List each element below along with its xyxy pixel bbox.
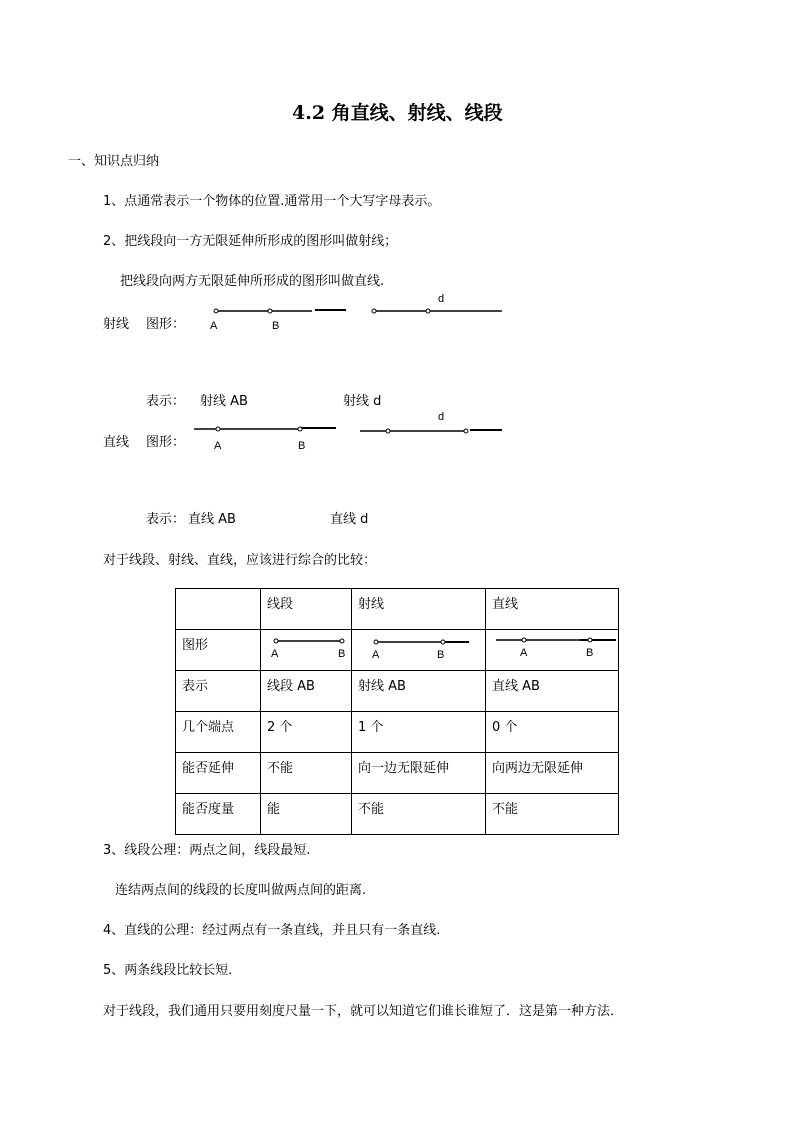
paragraph-1: 1、点通常表示一个物体的位置.通常用一个大写字母表示。 <box>103 194 441 209</box>
table-row <box>176 753 619 794</box>
table-cell: 不能 <box>486 794 619 835</box>
table-cell: 线段 AB <box>261 671 352 712</box>
line-table-point-a: A <box>520 647 528 659</box>
ray-figures <box>200 290 520 340</box>
section-heading: 一、知识点归纳 <box>68 154 160 169</box>
paragraph-3b: 连结两点间的线段的长度叫做两点间的距离. <box>115 883 367 898</box>
line-point-a-label: A <box>214 440 222 452</box>
table-cell: 能否延伸 <box>176 753 261 794</box>
line-table-figure <box>486 630 618 670</box>
line-notation-1: 直线 AB <box>188 512 236 527</box>
line-point-b <box>298 427 302 431</box>
ray-point-b <box>268 309 272 313</box>
line-figures <box>190 410 510 455</box>
ray-table-point-a: A <box>372 649 380 661</box>
line-d-point-1 <box>386 429 390 433</box>
table-header-cell: 线段 <box>261 589 352 630</box>
ray-d-start <box>372 309 376 313</box>
table-cell: 能否度量 <box>176 794 261 835</box>
ray-point-a <box>214 309 218 313</box>
line-point-d-label: d <box>438 411 445 423</box>
ray-table-point-b: B <box>437 649 445 661</box>
table-row <box>176 794 619 835</box>
table-cell: 表示 <box>176 671 261 712</box>
table-cell: 向两边无限延伸 <box>486 753 619 794</box>
table-cell: 直线 AB <box>486 671 619 712</box>
ray-notation-1: 射线 AB <box>200 394 248 409</box>
table-cell: 向一边无限延伸 <box>352 753 486 794</box>
line-figure-label: 图形： <box>146 435 186 450</box>
paragraph-2: 2、把线段向一方无限延伸所形成的图形叫做射线； <box>103 234 398 249</box>
table-row <box>176 671 619 712</box>
ray-notation-2: 射线 d <box>343 394 382 409</box>
comparison-table <box>175 588 619 835</box>
segment-point-b: B <box>338 648 346 660</box>
table-cell: 图形 <box>176 630 261 671</box>
ray-point-a-label: A <box>210 320 218 332</box>
table-cell: 1 个 <box>352 712 486 753</box>
line-point-b-label: B <box>298 440 306 452</box>
table-header-cell: 直线 <box>486 589 619 630</box>
table-cell: 射线 AB <box>352 671 486 712</box>
paragraph-5: 5、两条线段比较长短． <box>103 963 242 978</box>
ray-d-point <box>426 309 430 313</box>
ray-point-b-label: B <box>272 320 280 332</box>
segment-point-a: A <box>271 648 279 660</box>
line-notation-2: 直线 d <box>330 512 369 527</box>
line-table-point-b: B <box>586 647 594 659</box>
table-header-cell: 射线 <box>352 589 486 630</box>
paragraph-3: 3、线段公理：两点之间，线段最短. <box>103 843 311 858</box>
table-row <box>176 712 619 753</box>
line-notation-label: 表示： <box>146 512 186 527</box>
ray-figure-label: 图形： <box>146 317 186 332</box>
table-row <box>176 630 619 671</box>
table-cell: 不能 <box>352 794 486 835</box>
line-label: 直线 <box>103 435 130 450</box>
ray-point-d-label: d <box>438 293 445 305</box>
segment-figure-cell <box>261 630 352 671</box>
table-header-cell <box>176 589 261 630</box>
table-cell: 能 <box>261 794 352 835</box>
compare-intro: 对于线段、射线、直线，应该进行综合的比较： <box>103 553 377 568</box>
ray-notation-label: 表示： <box>146 394 186 409</box>
page-title: 4.2 角直线、射线、线段 <box>292 102 503 124</box>
paragraph-2b: 把线段向两方无限延伸所形成的图形叫做直线. <box>120 274 385 289</box>
paragraph-5b: 对于线段，我们通用只要用刻度尺量一下，就可以知道它们谁长谁短了．这是第一种方法． <box>103 1004 624 1019</box>
ray-table-figure-cell <box>352 630 486 671</box>
table-header-row <box>176 589 619 630</box>
table-cell: 0 个 <box>486 712 619 753</box>
table-cell: 2 个 <box>261 712 352 753</box>
table-cell: 不能 <box>261 753 352 794</box>
ray-label: 射线 <box>103 317 130 332</box>
line-d-point-2 <box>464 429 468 433</box>
line-table-figure-cell <box>486 630 619 671</box>
line-point-a <box>216 427 220 431</box>
paragraph-4: 4、直线的公理：经过两点有一条直线，并且只有一条直线. <box>103 923 441 938</box>
table-cell: 几个端点 <box>176 712 261 753</box>
